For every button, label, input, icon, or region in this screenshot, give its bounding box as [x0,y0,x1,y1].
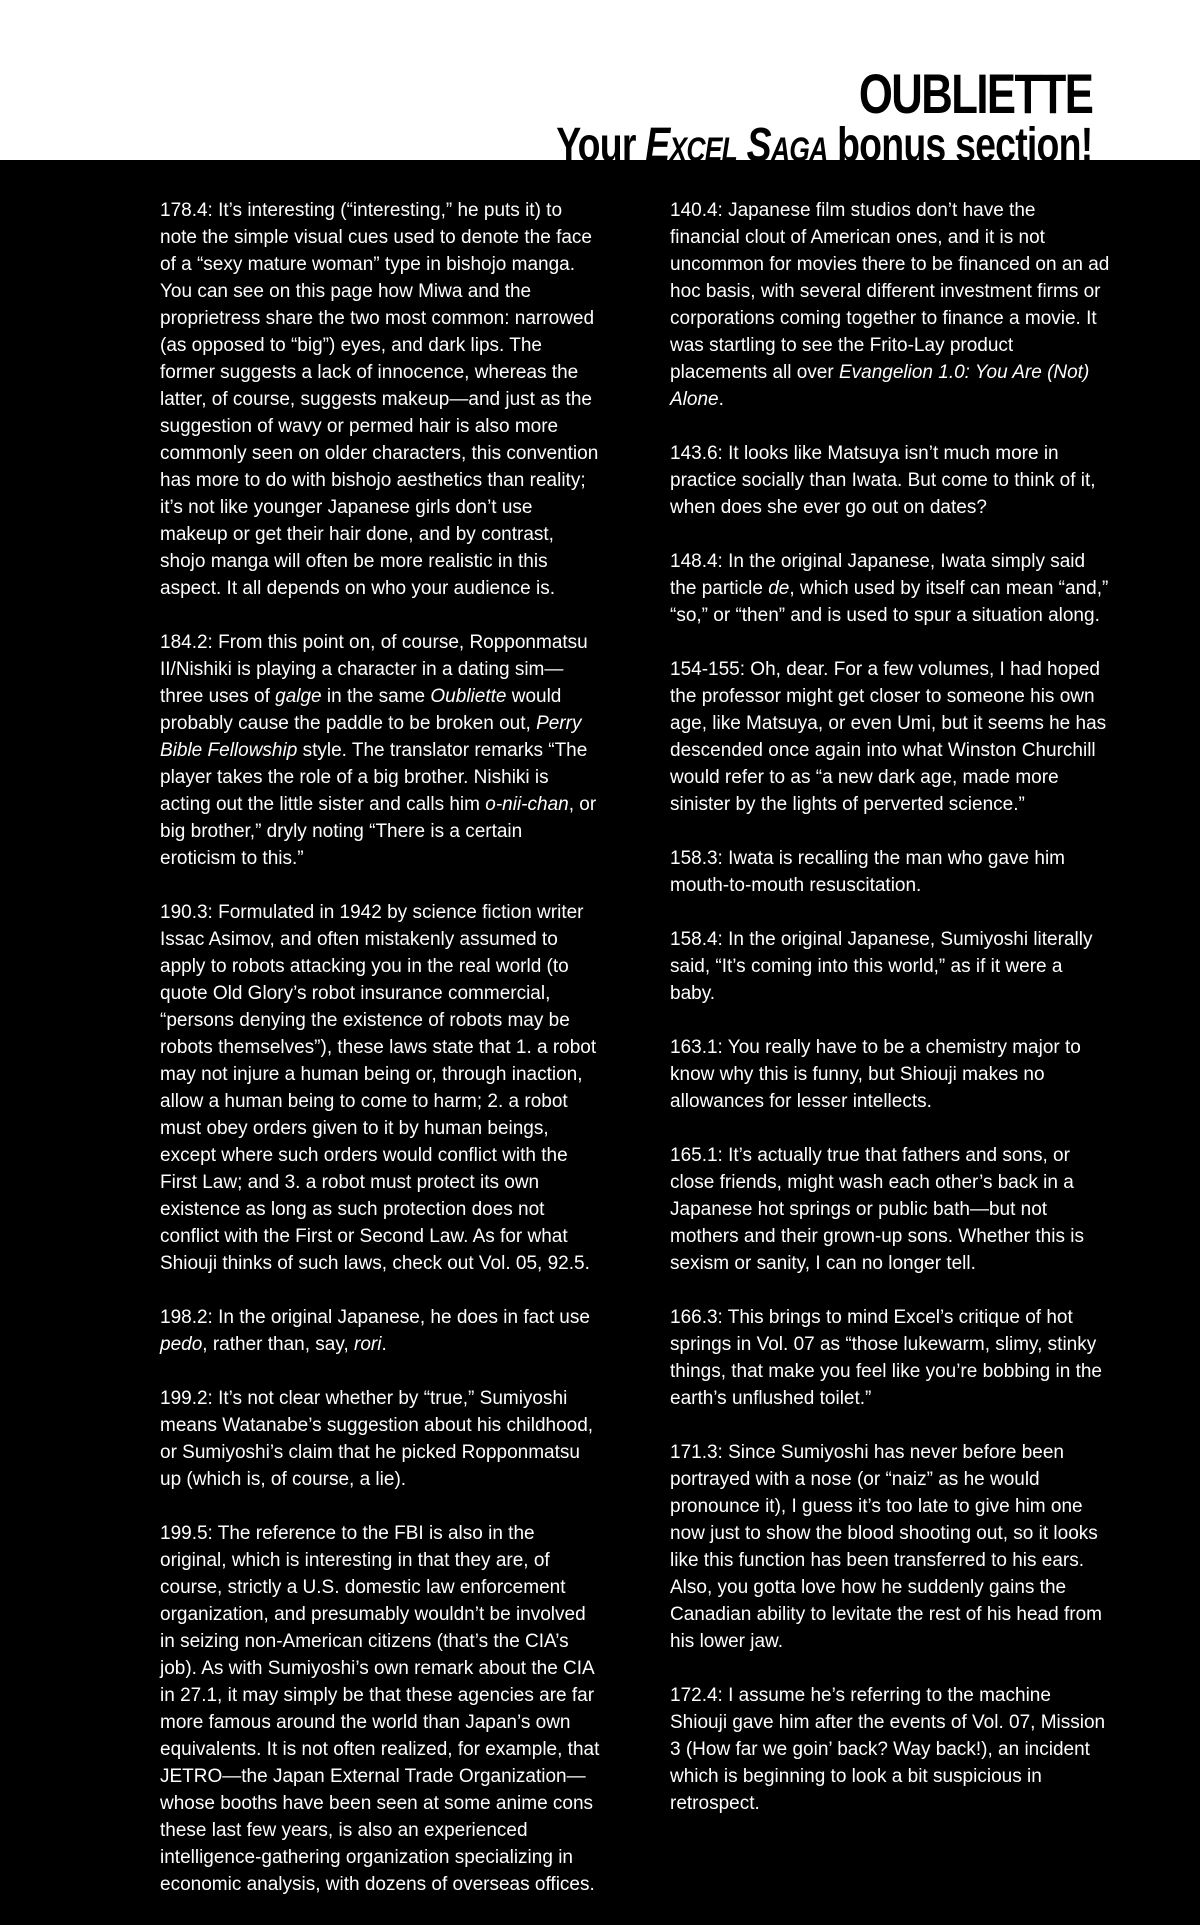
translation-note [670,1304,1110,1412]
note-italic-text: galge [275,686,322,707]
note-reference: 166.3: [670,1307,723,1328]
translation-note [670,197,1110,413]
note-reference: 172.4: [670,1685,723,1706]
note-italic-text: Perry Bible Fellowship [160,713,582,761]
note-italic-text: pedo [160,1334,203,1355]
translation-note [160,899,600,1277]
note-text: Iwata is recalling the man who gave him mouth-to-mouth resuscitation. [670,848,1065,896]
translation-note [670,1682,1110,1817]
note-text: style. The translator remarks “The player takes the role of a big brother. Nishiki is acting out the little sister and calls him [160,740,588,815]
note-text: It’s not clear whether by “true,” Sumiyoshi means Watanabe’s suggestion about his childhood, or Sumiyoshi’s claim that he picked Ropponmatsu up (which is, of course, a lie). [160,1388,594,1490]
note-reference: 178.4: [160,200,213,221]
note-reference: 199.2: [160,1388,213,1409]
note-text: . [381,1334,387,1355]
translation-note [670,548,1110,629]
note-text: , rather than, say, [202,1334,355,1355]
translation-note [160,197,600,602]
note-reference: 158.3: [670,848,723,869]
translation-note [670,1439,1110,1655]
note-reference: 140.4: [670,200,723,221]
note-text: , or big brother,” dryly noting “There is a certain eroticism to this.” [160,794,597,869]
translation-note [160,1520,600,1898]
translation-note [670,440,1110,521]
note-italic-text: de [768,578,790,599]
section-title: OUBLIETTE [858,62,1092,125]
subtitle-series-name: Excel Saga [644,119,828,172]
right-notes-column [670,197,1110,1844]
note-reference: 158.4: [670,929,723,950]
translation-note [160,629,600,872]
note-reference: 198.2: [160,1307,213,1328]
note-text: would probably cause the paddle to be broken out, [160,686,562,734]
translation-note [670,926,1110,1007]
note-text: In the original Japanese, Sumiyoshi literally said, “It’s coming into this world,” as if it were a baby. [670,929,1093,1004]
note-text: In the original Japanese, Iwata simply said the particle [670,551,1086,599]
note-text: It’s interesting (“interesting,” he puts it) to note the simple visual cues used to denote the face of a “sexy mature woman” type in bishojo manga. You can see on this page how Miwa and the proprietress share the two most common: narrowed (as opposed to “big”) eyes, and dark lips. The former suggests a lack of innocence, whereas the latter, of course, suggests makeup—and just as the suggestion of wavy or permed hair is also more commonly seen on older characters, this convention has more to do with bishojo aesthetics than reality; it’s not like younger Japanese girls don’t use makeup or get their hair done, and by contrast, shojo manga will often be more realistic in this aspect. It all depends on who your audience is. [160,200,599,599]
subtitle-suffix: bonus section! [827,119,1092,172]
subtitle-prefix: Your [555,119,645,172]
note-text: in the same [321,686,431,707]
note-text: , which used by itself can mean “and,” “so,” or “then” and is used to spur a situation along. [670,578,1109,626]
translation-note [670,656,1110,818]
note-reference: 199.5: [160,1523,213,1544]
note-reference: 171.3: [670,1442,723,1463]
note-italic-text: Oubliette [430,686,507,707]
note-italic-text: rori [354,1334,382,1355]
translation-note [670,1034,1110,1115]
note-text: Japanese film studios don’t have the financial clout of American ones, and it is not uncommon for movies there to be financed on an ad hoc basis, with several different investment firms or corporations coming together to finance a movie. It was startling to see the Frito-Lay product placements all over [670,200,1110,383]
section-subtitle [556,120,1092,172]
note-text: Oh, dear. For a few volumes, I had hoped the professor might get closer to someone his own age, like Matsuya, or even Umi, but it seems he has descended once again into what Winston Churchill would refer to as “a new dark age, made more sinister by the lights of perverted science.” [670,659,1107,815]
note-reference: 165.1: [670,1145,723,1166]
note-reference: 163.1: [670,1037,723,1058]
note-text: From this point on, of course, Ropponmatsu II/Nishiki is playing a character in a dating sim—three uses of [160,632,588,707]
note-text: This brings to mind Excel’s critique of hot springs in Vol. 07 as “those lukewarm, slimy, stinky things, that make you feel like you’re bobbing in the earth’s unflushed toilet.” [670,1307,1102,1409]
translation-note [670,1142,1110,1277]
note-text: The reference to the FBI is also in the original, which is interesting in that they are, of course, strictly a U.S. domestic law enforcement organization, and presumably wouldn’t be involved in seizing non-American citizens (that’s the CIA’s job). As with Sumiyoshi’s own remark about the CIA in 27.1, it may simply be that these agencies are far more famous around the world than Japan’s own equivalents. It is not often realized, for example, that JETRO—the Japan External Trade Organization—whose booths have been seen at some anime cons these last few years, is also an experienced intelligence-gathering organization specializing in economic analysis, with dozens of overseas offices. [160,1523,600,1895]
note-reference: 184.2: [160,632,213,653]
note-text: Formulated in 1942 by science fiction writer Issac Asimov, and often mistakenly assumed to apply to robots attacking you in the real world (to quote Old Glory’s robot insurance commercial, “persons denying the existence of robots may be robots themselves”), these laws state that 1. a robot may not injure a human being or, through inaction, allow a human being to come to harm; 2. a robot must obey orders given to it by human beings, except where such orders would conflict with the First Law; and 3. a robot must protect its own existence as long as such protection does not conflict with the First or Second Law. As for what Shiouji thinks of such laws, check out Vol. 05, 92.5. [160,902,597,1274]
left-notes-column [160,197,600,1925]
note-text: It looks like Matsuya isn’t much more in practice socially than Iwata. But come to think of it, when does she ever go out on dates? [670,443,1096,518]
translation-note [160,1304,600,1358]
note-text: . [718,389,724,410]
note-reference: 143.6: [670,443,723,464]
note-text: You really have to be a chemistry major to know why this is funny, but Shiouji makes no allowances for lesser intellects. [670,1037,1081,1112]
note-text: It’s actually true that fathers and sons, or close friends, might wash each other’s back in a Japanese hot springs or public bath—but not mothers and their grown-up sons. Whether this is sexism or sanity, I can no longer tell. [670,1145,1084,1274]
note-reference: 148.4: [670,551,723,572]
note-text: In the original Japanese, he does in fact use [212,1307,590,1328]
translation-note [670,845,1110,899]
note-italic-text: Evangelion 1.0: You Are (Not) Alone [670,362,1090,410]
translation-note [160,1385,600,1493]
note-text: Since Sumiyoshi has never before been portrayed with a nose (or “naiz” as he would pronounce it), I guess it’s too late to give him one now just to show the blood shooting out, so it looks like this function has been transferred to his ears. Also, you gotta love how he suddenly gains the Canadian ability to levitate the rest of his head from his lower jaw. [670,1442,1102,1652]
note-reference: 190.3: [160,902,213,923]
note-text: I assume he’s referring to the machine Shiouji gave him after the events of Vol. 07, Mission 3 (How far we goin’ back? Way back!), an incident which is beginning to look a bit suspicious in retrospect. [670,1685,1106,1814]
note-italic-text: o-nii-chan [485,794,569,815]
note-reference: 154-155: [670,659,746,680]
